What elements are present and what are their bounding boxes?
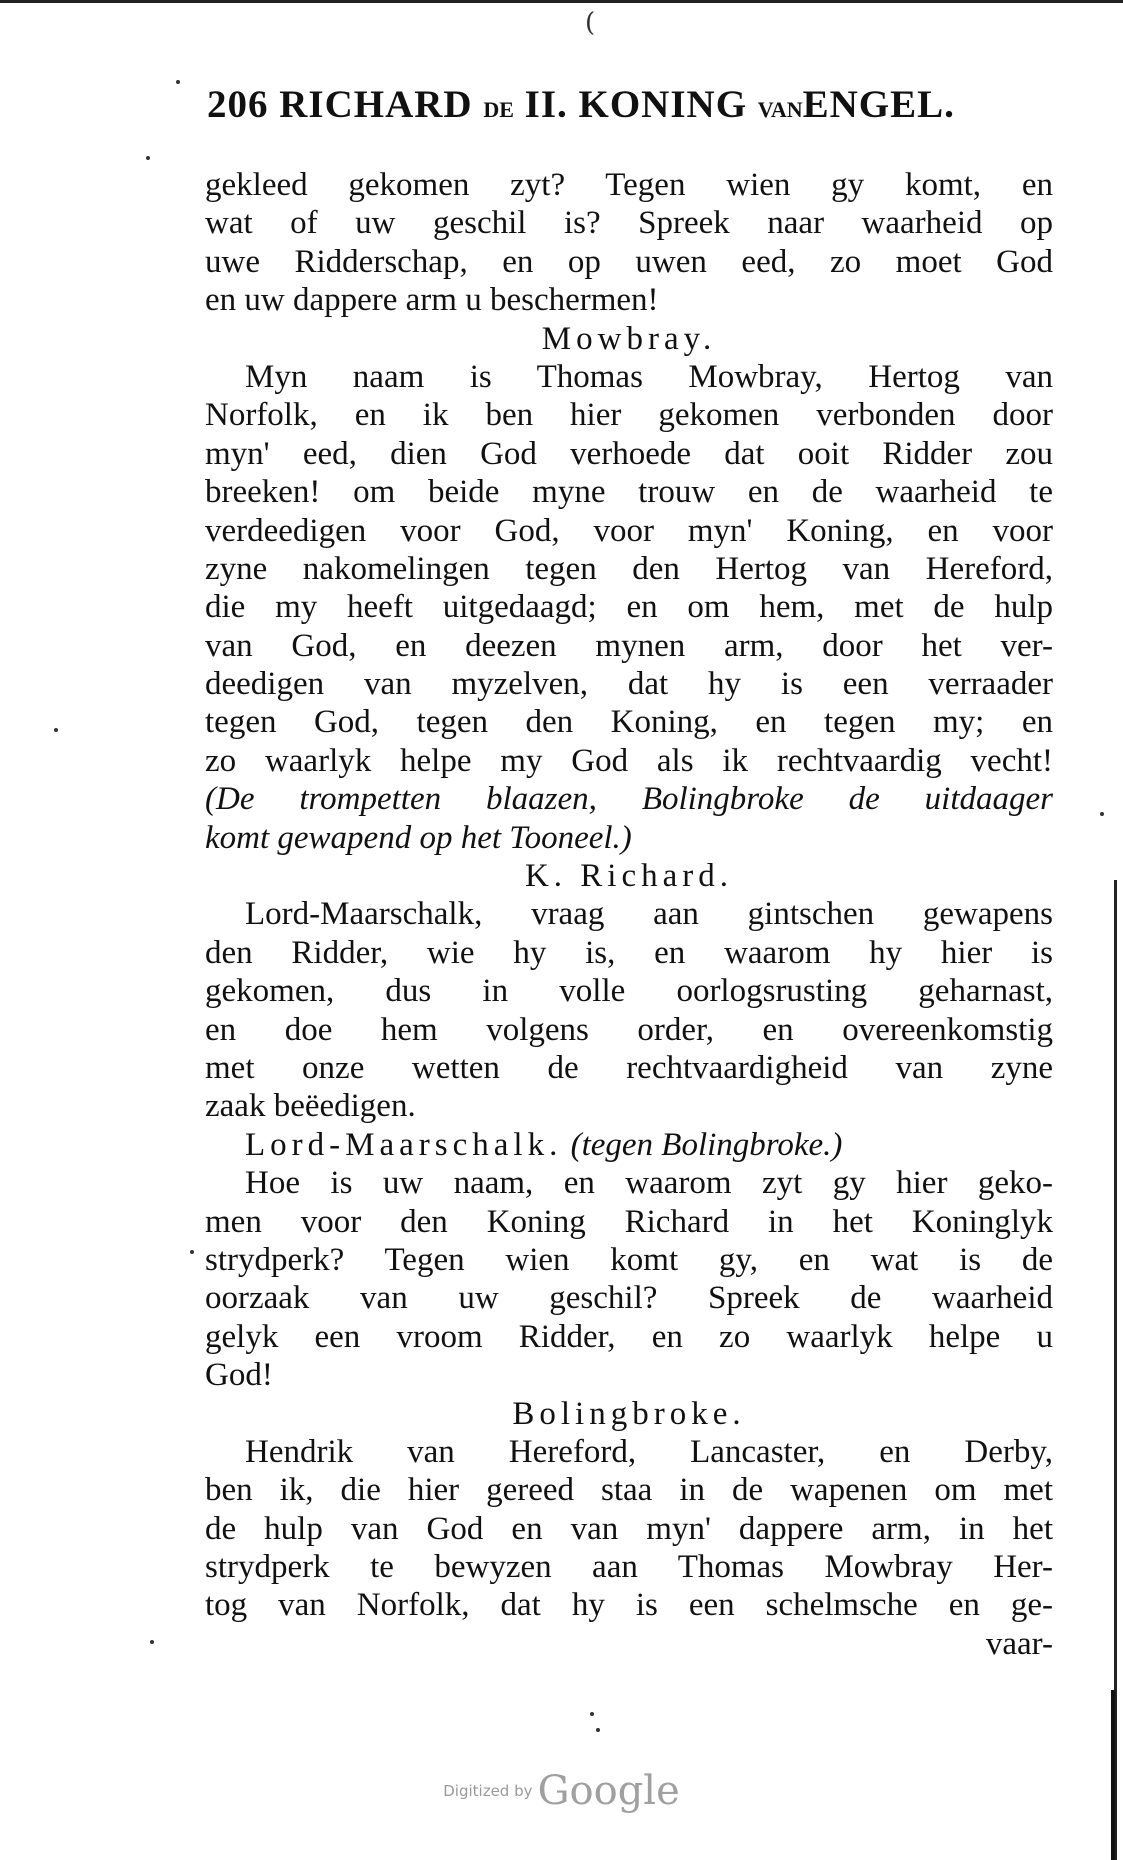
scan-mark: ( xyxy=(585,8,596,38)
stage-direction: komt gewapend op het Tooneel.) xyxy=(205,819,632,856)
text-line: Hendrik van Hereford, Lancaster, en Derby, xyxy=(245,1433,1053,1470)
text-line: de hulp van God en van myn' dappere arm, in het xyxy=(205,1510,1053,1547)
catchword: vaar- xyxy=(985,1625,1053,1662)
text-line: en uw dappere arm u beschermen! xyxy=(205,282,659,319)
google-logo: Google xyxy=(537,1768,680,1814)
header-title-koning: II. KONING xyxy=(524,83,748,126)
text-line: die my heeft uitgedaagd; en om hem, met de hulp xyxy=(205,589,1053,626)
text-line: strydperk? Tegen wien komt gy, en wat is de xyxy=(205,1241,1053,1278)
text-line: zaak beëedigen. xyxy=(205,1088,416,1125)
text-line: myn' eed, dien God verhoede dat ooit Ridder zou xyxy=(205,435,1053,472)
text-line: Norfolk, en ik ben hier gekomen verbonden door xyxy=(205,397,1053,434)
text-line: zo waarlyk helpe my God als ik rechtvaardig vecht! xyxy=(205,742,1053,779)
header-title-de: DE xyxy=(483,97,514,122)
running-header xyxy=(207,82,1007,127)
stage-direction: (tegen Bolingbroke.) xyxy=(570,1126,843,1163)
scan-speck xyxy=(596,1728,600,1732)
scan-speck xyxy=(176,80,180,84)
text-line: wat of uw geschil is? Spreek naar waarheid op xyxy=(205,205,1053,242)
text-line: Myn naam is Thomas Mowbray, Hertog van xyxy=(245,358,1053,395)
stage-direction: (De trompetten blaazen, Bolingbroke de uitdaager xyxy=(205,781,1053,818)
page-body xyxy=(205,166,1053,1663)
text-line: verdeedigen voor God, voor myn' Koning, en voor xyxy=(205,512,1053,549)
speaker-name: Lord-Maarschalk. xyxy=(245,1126,563,1163)
text-line: zyne nakomelingen tegen den Hertog van Hereford, xyxy=(205,550,1053,587)
scan-speck xyxy=(150,1640,154,1644)
text-line: van God, en deezen mynen arm, door het ver- xyxy=(205,627,1053,664)
text-line: men voor den Koning Richard in het Koninglyk xyxy=(205,1203,1053,1240)
header-title-engel: ENGEL. xyxy=(802,83,955,126)
text-line: den Ridder, wie hy is, en waarom hy hier is xyxy=(205,934,1053,971)
text-line: uwe Ridderschap, en op uwen eed, zo moet God xyxy=(205,243,1053,280)
text-line: met onze wetten de rechtvaardigheid van zyne xyxy=(205,1049,1053,1086)
scan-speck xyxy=(146,156,150,160)
text-line: ben ik, die hier gereed staa in de wapenen om met xyxy=(205,1472,1053,1509)
text-line: Lord-Maarschalk, vraag aan gintschen gewapens xyxy=(245,896,1053,933)
scan-speck xyxy=(590,1712,594,1716)
header-title-van: VAN xyxy=(757,97,803,122)
text-line: tegen God, tegen den Koning, en tegen my; en xyxy=(205,704,1053,741)
scan-speck xyxy=(190,1250,194,1254)
speaker-heading-k-richard: K. Richard. xyxy=(524,858,734,895)
text-line: gekomen, dus in volle oorlogsrusting geharnast, xyxy=(205,973,1053,1010)
digitization-watermark xyxy=(0,1768,1123,1814)
top-scan-edge xyxy=(0,0,1123,3)
text-line: gelyk een vroom Ridder, en zo waarlyk helpe u xyxy=(205,1318,1053,1355)
text-line: breeken! om beide myne trouw en de waarheid te xyxy=(205,474,1053,511)
text-line: oorzaak van uw geschil? Spreek de waarheid xyxy=(205,1280,1053,1317)
text-line: Hoe is uw naam, en waarom zyt gy hier geko- xyxy=(245,1165,1053,1202)
header-title-richard: RICHARD xyxy=(279,83,473,126)
speaker-heading-lord-maarschalk xyxy=(205,1126,1053,1164)
digitized-by-label: Digitized by xyxy=(443,1782,533,1800)
scan-speck xyxy=(1100,812,1104,816)
speaker-heading-mowbray: Mowbray. xyxy=(541,320,717,357)
text-line: strydperk te bewyzen aan Thomas Mowbray Her- xyxy=(205,1549,1053,1586)
text-line: gekleed gekomen zyt? Tegen wien gy komt, en xyxy=(205,167,1053,203)
page-number: 206 xyxy=(207,83,269,126)
text-line: deedigen van myzelven, dat hy is een verraader xyxy=(205,666,1053,703)
speaker-heading-bolingbroke: Bolingbroke. xyxy=(512,1395,746,1432)
text-line: tog van Norfolk, dat hy is een schelmsche en ge- xyxy=(205,1587,1053,1624)
scan-speck xyxy=(54,728,58,732)
text-line: en doe hem volgens order, en overeenkomstig xyxy=(205,1011,1053,1048)
text-line: God! xyxy=(205,1357,273,1394)
